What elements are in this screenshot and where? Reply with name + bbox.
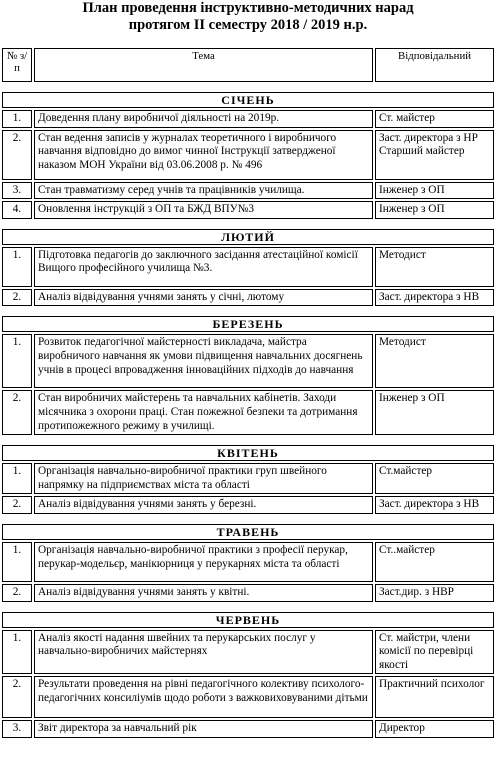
- month-heading: БЕРЕЗЕНЬ: [2, 316, 494, 332]
- row-responsible: Методист: [375, 334, 494, 388]
- row-responsible: Інженер з ОП: [375, 182, 494, 200]
- table-row: [2, 584, 494, 602]
- row-num: 2.: [2, 390, 32, 435]
- section-spacer: [2, 516, 494, 522]
- spacer-cell: [2, 437, 494, 443]
- section-spacer: [2, 308, 494, 314]
- row-num: 4.: [2, 201, 32, 219]
- month-heading: ТРАВЕНЬ: [2, 524, 494, 540]
- header-topic: Тема: [34, 48, 373, 82]
- row-responsible: Інженер з ОП: [375, 201, 494, 219]
- month-row: [2, 445, 494, 461]
- month-row: [2, 92, 494, 108]
- row-responsible: Заст. директора з НВ: [375, 289, 494, 307]
- row-num: 1.: [2, 463, 32, 494]
- row-topic: Результати проведення на рівні педагогічного колективу психолого-педагогічних консиліумів щодо роботи з важковиховуваними дітьми: [34, 676, 373, 718]
- row-topic: Стан травматизму серед учнів та працівників училища.: [34, 182, 373, 200]
- row-responsible: Заст. директора з НВ: [375, 496, 494, 514]
- row-num: 1.: [2, 334, 32, 388]
- row-responsible: Ст. майстри, члени комісії по перевірці якості: [375, 630, 494, 675]
- spacer-cell: [2, 221, 494, 227]
- spacer-cell: [2, 84, 494, 90]
- month-heading: КВІТЕНЬ: [2, 445, 494, 461]
- month-heading: ЧЕРВЕНЬ: [2, 612, 494, 628]
- section-spacer: [2, 437, 494, 443]
- row-topic: Звіт директора за навчальний рік: [34, 720, 373, 738]
- row-topic: Організація навчально-виробничої практики з професії перукар, перукар-модельєр, манікюрниця у перукарнях міста та області: [34, 542, 373, 582]
- row-num: 1.: [2, 110, 32, 128]
- row-topic: Розвиток педагогічної майстерності викладача, майстра виробничого навчання як умови підвищення навчальних досягнень учнів в процесі впровадження інноваційних підходів до навчання: [34, 334, 373, 388]
- row-num: 2.: [2, 676, 32, 718]
- table-row: [2, 463, 494, 494]
- month-heading: СІЧЕНЬ: [2, 92, 494, 108]
- row-num: 2.: [2, 496, 32, 514]
- header-num: № з/п: [2, 48, 32, 82]
- row-topic: Стан ведення записів у журналах теоретичного і виробничого навчання відповідно до вимог чинної Інструкції затвердженої наказом МОН України від 03.06.2008 р. № 496: [34, 130, 373, 180]
- row-num: 1.: [2, 630, 32, 675]
- table-row: [2, 542, 494, 582]
- row-num: 2.: [2, 130, 32, 180]
- month-row: [2, 316, 494, 332]
- table-row: [2, 676, 494, 718]
- schedule-table: [0, 46, 496, 740]
- table-header-row: [2, 48, 494, 82]
- row-topic: Аналіз відвідування учнями занять у січні, лютому: [34, 289, 373, 307]
- row-topic: Аналіз якості надання швейних та перукарських послуг у навчально-виробничих майстернях: [34, 630, 373, 675]
- month-row: [2, 612, 494, 628]
- row-num: 1.: [2, 542, 32, 582]
- table-row: [2, 110, 494, 128]
- row-responsible: Практичний психолог: [375, 676, 494, 718]
- month-row: [2, 229, 494, 245]
- table-row: [2, 130, 494, 180]
- header-responsible: Відповідальний: [375, 48, 494, 82]
- spacer-cell: [2, 604, 494, 610]
- row-num: 1.: [2, 247, 32, 287]
- row-topic: Аналіз відвідування учнями занять у квітні.: [34, 584, 373, 602]
- section-spacer: [2, 84, 494, 90]
- row-num: 3.: [2, 720, 32, 738]
- table-row: [2, 247, 494, 287]
- row-topic: Оновлення інструкцій з ОП та БЖД ВПУ№3: [34, 201, 373, 219]
- row-responsible: Заст.дир. з НВР: [375, 584, 494, 602]
- row-topic: Організація навчально-виробничої практики груп швейного напрямку на підприємствах міста та області: [34, 463, 373, 494]
- section-spacer: [2, 604, 494, 610]
- row-topic: Аналіз відвідування учнями занять у березні.: [34, 496, 373, 514]
- section-spacer: [2, 221, 494, 227]
- table-row: [2, 182, 494, 200]
- table-row: [2, 496, 494, 514]
- document-title: [0, 0, 496, 34]
- row-responsible: Ст..майстер: [375, 542, 494, 582]
- table-row: [2, 390, 494, 435]
- table-row: [2, 289, 494, 307]
- row-num: 2.: [2, 289, 32, 307]
- row-topic: Підготовка педагогів до заключного засідання атестаційної комісії Вищого професійного училища №3.: [34, 247, 373, 287]
- table-row: [2, 201, 494, 219]
- row-num: 3.: [2, 182, 32, 200]
- row-responsible: Методист: [375, 247, 494, 287]
- title-line-2: протягом II семестру 2018 / 2019 н.р.: [128, 17, 368, 33]
- row-topic: Доведення плану виробничої діяльності на 2019р.: [34, 110, 373, 128]
- table-row: [2, 720, 494, 738]
- table-row: [2, 630, 494, 675]
- row-responsible: Ст.майстер: [375, 463, 494, 494]
- row-responsible: Директор: [375, 720, 494, 738]
- row-topic: Стан виробничих майстерень та навчальних кабінетів. Заходи місячника з охорони праці. Стан пожежної безпеки та дотримання протипожежного режиму в училищі.: [34, 390, 373, 435]
- month-heading: ЛЮТИЙ: [2, 229, 494, 245]
- row-responsible: Заст. директора з НР Старший майстер: [375, 130, 494, 180]
- row-responsible: Інженер з ОП: [375, 390, 494, 435]
- spacer-cell: [2, 308, 494, 314]
- month-row: [2, 524, 494, 540]
- spacer-cell: [2, 516, 494, 522]
- row-num: 2.: [2, 584, 32, 602]
- schedule-table-body: [2, 48, 494, 738]
- row-responsible: Ст. майстер: [375, 110, 494, 128]
- title-line-1: План проведення інструктивно-методичних нарад: [82, 0, 414, 16]
- table-row: [2, 334, 494, 388]
